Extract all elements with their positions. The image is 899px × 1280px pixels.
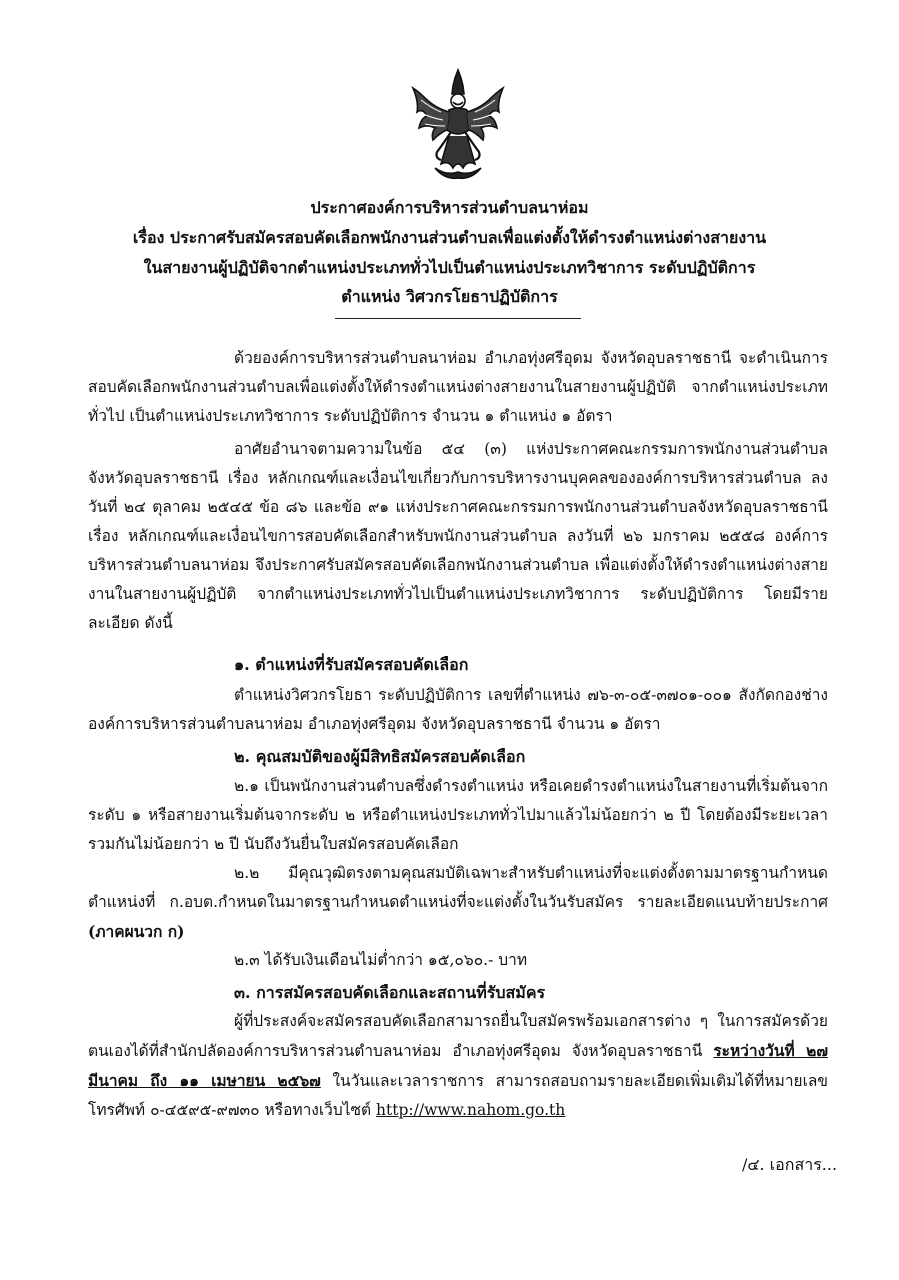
title-line-4: ตำแหน่ง วิศวกรโยธาปฏิบัติการ <box>341 287 558 306</box>
section-2-3-text: ๒.๓ ได้รับเงินเดือนไม่ต่ำกว่า ๑๕,๐๖๐.- บาท <box>234 951 528 969</box>
paragraph-intro: ด้วยองค์การบริหารส่วนตำบลนาห่อม อำเภอทุ่งศรีอุดม จังหวัดอุบลราชธานี จะดำเนินการสอบคัดเลือกพนักงานส่วนตำบลเพื่อแต่งตั้งให้ดำรงตำแหน่งต่างสายงานในสายงานผู้ปฏิบัติ จากตำแหน่งประเภททั่วไป เป็นตำแหน่งประเภทวิชาการ ระดับปฏิบัติการ จำนวน ๑ ตำแหน่ง ๑ อัตรา <box>88 349 828 425</box>
continuation-marker: /๔. เอกสาร... <box>742 1155 838 1174</box>
section-3-heading: ๓. การสมัครสอบคัดเลือกและสถานที่รับสมัคร <box>234 983 546 1002</box>
section-2-2-body: ๒.๒ มีคุณวุฒิตรงตามคุณสมบัติเฉพาะสำหรับตำแหน่งที่จะแต่งตั้งตามมาตรฐานกำหนดตำแหน่งที่ ก.อบต.กำหนดในมาตรฐานกำหนดตำแหน่งที่จะแต่งตั้งในวันรับสมัคร รายละเอียดแนบท้ายประกาศ <box>88 864 828 911</box>
section-2-heading: ๒. คุณสมบัติของผู้มีสิทธิสมัครสอบคัดเลือก <box>234 747 526 766</box>
section-1-heading: ๑. ตำแหน่งที่รับสมัครสอบคัดเลือก <box>234 655 469 674</box>
section-2-2-text <box>88 859 828 947</box>
title-line-2: เรื่อง ประกาศรับสมัครสอบคัดเลือกพนักงานส่วนตำบลเพื่อแต่งตั้งให้ดำรงตำแหน่งต่างสายงาน <box>132 228 767 247</box>
application-dates: ระหว่างวันที่ ๒๗ มีนาคม ถึง ๑๑ เมษายน ๒๕๖๗ <box>88 1041 828 1090</box>
section-1-text: ตำแหน่งวิศวกรโยธา ระดับปฏิบัติการ เลขที่ตำแหน่ง ๗๖-๓-๐๕-๓๗๐๑-๐๐๑ สังกัดกองช่าง องค์การบริหารส่วนตำบลนาห่อม อำเภอทุ่งศรีอุดม จังหวัดอุบลราชธานี จำนวน ๑ อัตรา <box>88 686 828 733</box>
section-2-1-text: ๒.๑ เป็นพนักงานส่วนตำบลซึ่งดำรงตำแหน่ง หรือเคยดำรงตำแหน่งในสายงานที่เริ่มต้นจากระดับ ๑ หรือสายงานเริ่มต้นจากระดับ ๒ หรือตำแหน่งประเภททั่วไปมาแล้วไม่น้อยกว่า ๒ ปี โดยต้องมีระยะเวลารวมกันไม่น้อยกว่า ๒ ปี นับถึงวันยื่นใบสมัครสอบคัดเลือก <box>88 777 828 853</box>
section-3-body: ผู้ที่ประสงค์จะสมัครสอบคัดเลือกสามารถยื่นใบสมัครพร้อมเอกสารต่าง ๆ ในการสมัครด้วยตนเองได้ที่สำนักปลัดองค์การบริหารส่วนตำบลนาห่อม อำเภอทุ่งศรีอุดม จังหวัดอุบลราชธานี <box>88 1012 828 1060</box>
section-3-contact: ในวันและเวลาราชการ สามารถสอบถามรายละเอียดเพิ่มเติมได้ที่หมายเลขโทรศัพท์ ๐-๔๕๙๕-๙๗๓๐ หรือทางเว็บไซต์ <box>88 1072 828 1119</box>
section-3-text <box>88 1007 828 1125</box>
appendix-reference: (ภาคผนวก ก) <box>88 922 185 941</box>
website-link[interactable]: http://www.nahom.go.th <box>376 1101 566 1119</box>
garuda-emblem <box>405 68 511 180</box>
title-line-3: ในสายงานผู้ปฏิบัติจากตำแหน่งประเภททั่วไปเป็นตำแหน่งประเภทวิชาการ ระดับปฏิบัติการ <box>143 258 756 277</box>
paragraph-authority: อาศัยอำนาจตามความในข้อ ๕๔ (๓) แห่งประกาศคณะกรรมการพนักงานส่วนตำบลจังหวัดอุบลราชธานี เรื่อง หลักเกณฑ์และเงื่อนไขเกี่ยวกับการบริหารงานบุคคลขององค์การบริหารส่วนตำบล ลงวันที่ ๒๔ ตุลาคม ๒๕๔๕ ข้อ ๘๖ และข้อ ๙๑ แห่งประกาศคณะกรรมการพนักงานส่วนตำบลจังหวัดอุบลราชธานี เรื่อง หลักเกณฑ์และเงื่อนไขการสอบคัดเลือกสำหรับพนักงานส่วนตำบล ลงวันที่ ๒๖ มกราคม ๒๕๕๘ องค์การบริหารส่วนตำบลนาห่อม จึงประกาศรับสมัครสอบคัดเลือกพนักงานส่วนตำบล เพื่อแต่งตั้งให้ดำรงตำแหน่งต่างสายงานในสายงานผู้ปฏิบัติ จากตำแหน่งประเภททั่วไปเป็นตำแหน่งประเภทวิชาการ ระดับปฏิบัติการ โดยมีรายละเอียด ดังนี้ <box>88 440 828 632</box>
title-line-1: ประกาศองค์การบริหารส่วนตำบลนาห่อม <box>310 198 589 217</box>
title-divider <box>335 318 581 319</box>
